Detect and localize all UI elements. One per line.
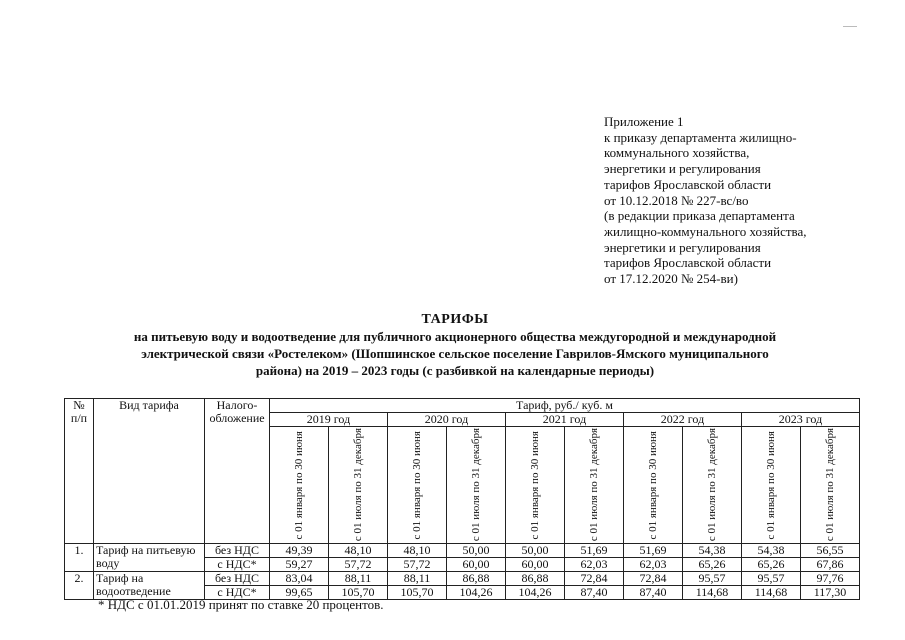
period-header: [624, 427, 683, 544]
tariff-value: 48,10: [388, 544, 447, 558]
scan-mark: [843, 26, 857, 27]
tariff-value: 99,65: [270, 586, 329, 600]
period-label: с 01 января по 30 июня: [529, 430, 541, 540]
tariff-value: 57,72: [388, 558, 447, 572]
tariff-value: 48,10: [329, 544, 388, 558]
tariff-value: 50,00: [447, 544, 506, 558]
tariff-value: 87,40: [565, 586, 624, 600]
vat-footnote: * НДС с 01.01.2019 принят по ставке 20 процентов.: [98, 597, 384, 612]
tariff-value: 95,57: [742, 572, 801, 586]
appendix-line: коммунального хозяйства,: [604, 145, 750, 161]
period-label: с 01 июля по 31 декабря: [470, 428, 482, 542]
period-label: с 01 января по 30 июня: [765, 430, 777, 540]
row-tax: без НДС: [205, 572, 270, 586]
header-type: Вид тарифа: [94, 399, 205, 544]
row-type: Тариф на питьевую воду: [94, 544, 205, 572]
title-main: ТАРИФЫ: [421, 312, 489, 327]
tariff-value: 87,40: [624, 586, 683, 600]
year-header: 2022 год: [624, 413, 742, 427]
appendix-line: (в редакции приказа департамента: [604, 208, 795, 224]
tariff-value: 51,69: [565, 544, 624, 558]
period-header: [565, 427, 624, 544]
title-line: электрической связи «Ростелеком» (Шопшинское сельское поселение Гаврилов-Ямского муниципального: [141, 346, 769, 361]
row-tax: с НДС*: [205, 558, 270, 572]
row-tax: без НДС: [205, 544, 270, 558]
period-label: с 01 января по 30 июня: [647, 430, 659, 540]
title-line: на питьевую воду и водоотведение для публичного акционерного общества междугородной и международной: [133, 329, 777, 344]
tariff-value: 72,84: [565, 572, 624, 586]
appendix-line: к приказу департамента жилищно-: [604, 129, 797, 145]
row-type: Тариф на водоотведение: [94, 572, 205, 600]
appendix-header: [604, 114, 894, 287]
period-label: с 01 января по 30 июня: [411, 430, 423, 540]
tariff-value: 114,68: [742, 586, 801, 600]
period-header: [447, 427, 506, 544]
period-header: [270, 427, 329, 544]
appendix-line: тарифов Ярославской области: [604, 255, 772, 271]
appendix-line: от 17.12.2020 № 254-ви): [604, 271, 738, 287]
tariff-value: 49,39: [270, 544, 329, 558]
tariff-value: 97,76: [801, 572, 860, 586]
table-row: [65, 572, 860, 586]
table-row: [65, 544, 860, 558]
tariff-value: 86,88: [506, 572, 565, 586]
tariff-value: 62,03: [624, 558, 683, 572]
period-header: [388, 427, 447, 544]
tariff-value: 86,88: [447, 572, 506, 586]
tariff-value: 105,70: [388, 586, 447, 600]
row-tax: с НДС*: [205, 586, 270, 600]
tariff-value: 50,00: [506, 544, 565, 558]
tariff-value: 88,11: [388, 572, 447, 586]
year-header: 2020 год: [388, 413, 506, 427]
period-label: с 01 июля по 31 декабря: [706, 428, 718, 542]
period-header: [683, 427, 742, 544]
tariff-value: 54,38: [742, 544, 801, 558]
tariff-value: 60,00: [447, 558, 506, 572]
tariff-value: 59,27: [270, 558, 329, 572]
header-number: № п/п: [65, 399, 94, 544]
tariff-value: 117,30: [801, 586, 860, 600]
tariff-value: 67,86: [801, 558, 860, 572]
period-header: [801, 427, 860, 544]
tariff-value: 60,00: [506, 558, 565, 572]
tariff-value: 51,69: [624, 544, 683, 558]
tariff-value: 88,11: [329, 572, 388, 586]
tariffs-table: [64, 398, 860, 600]
period-label: с 01 июля по 31 декабря: [352, 428, 364, 542]
tariff-value: 54,38: [683, 544, 742, 558]
year-header: 2019 год: [270, 413, 388, 427]
tariff-value: 114,68: [683, 586, 742, 600]
tariff-value: 65,26: [683, 558, 742, 572]
tariff-value: 56,55: [801, 544, 860, 558]
appendix-line: энергетики и регулирования: [604, 161, 761, 177]
row-number: 1.: [65, 544, 94, 572]
header-tax: Налого-обложение: [205, 399, 270, 544]
document-title: [60, 312, 850, 379]
appendix-line: тарифов Ярославской области: [604, 176, 772, 192]
tariff-value: 62,03: [565, 558, 624, 572]
tariff-value: 57,72: [329, 558, 388, 572]
period-header: [506, 427, 565, 544]
tariff-value: 83,04: [270, 572, 329, 586]
tariff-value: 95,57: [683, 572, 742, 586]
appendix-line: Приложение 1: [604, 114, 684, 129]
period-label: с 01 июля по 31 декабря: [588, 428, 600, 542]
tariff-value: 65,26: [742, 558, 801, 572]
appendix-line: энергетики и регулирования: [604, 239, 761, 255]
header-row: [65, 399, 860, 413]
year-header: 2023 год: [742, 413, 860, 427]
row-number: 2.: [65, 572, 94, 600]
period-header: [742, 427, 801, 544]
header-tariff: Тариф, руб./ куб. м: [270, 399, 860, 413]
title-line: района) на 2019 – 2023 годы (с разбивкой на календарные периоды): [255, 363, 655, 378]
period-label: с 01 января по 30 июня: [293, 430, 305, 540]
appendix-line: от 10.12.2018 № 227-вс/во: [604, 192, 749, 208]
year-header: 2021 год: [506, 413, 624, 427]
period-label: с 01 июля по 31 декабря: [824, 428, 836, 542]
period-header: [329, 427, 388, 544]
tariff-value: 104,26: [447, 586, 506, 600]
appendix-line: жилищно-коммунального хозяйства,: [604, 223, 807, 239]
tariff-value: 72,84: [624, 572, 683, 586]
tariff-value: 105,70: [329, 586, 388, 600]
tariff-value: 104,26: [506, 586, 565, 600]
